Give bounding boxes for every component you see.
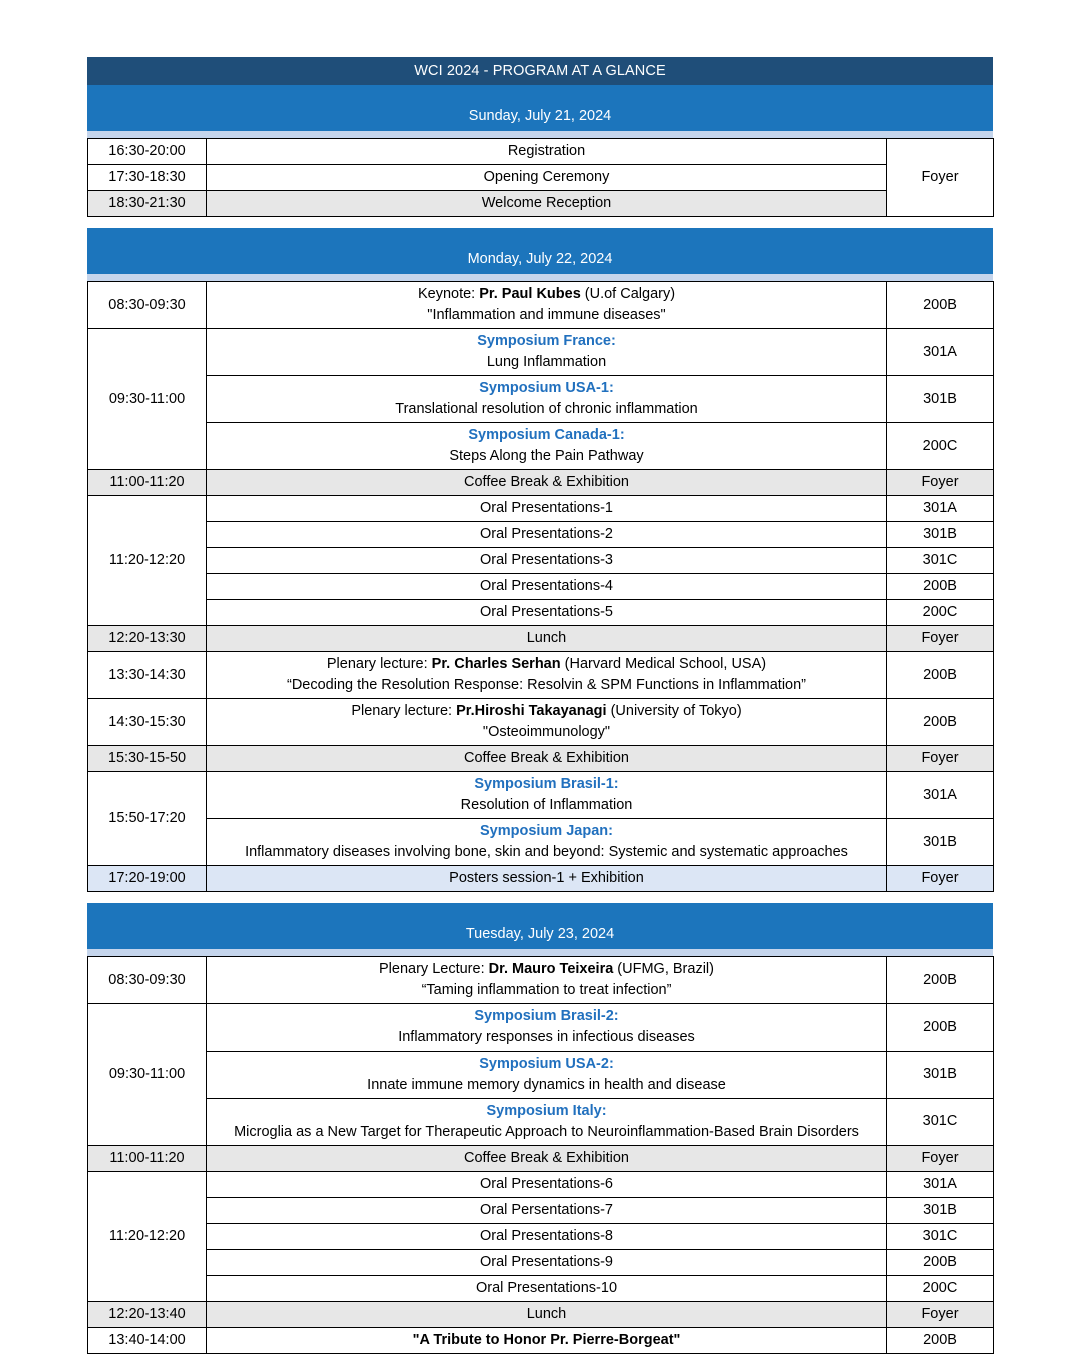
room-cell: 200B [887,574,994,600]
day-header-underline [87,131,993,138]
table-row [88,957,994,1004]
table-row [88,699,994,746]
table-row [88,1275,994,1301]
event-text: Oral Presentations-8 [480,1227,613,1244]
event-cell [207,600,887,626]
day-header-2 [87,228,993,274]
table-row [88,1145,994,1171]
event-text: Oral Presentations-6 [480,1175,613,1192]
event-cell [207,1249,887,1275]
event-text: Coffee Break & Exhibition [464,1149,629,1166]
time-cell: 15:50-17:20 [88,772,207,866]
time-cell: 09:30-11:00 [88,1004,207,1145]
event-cell [207,574,887,600]
event-text: "A Tribute to Honor Pr. Pierre-Borgeat" [412,1331,681,1348]
event-text: Oral Presentations-4 [480,578,613,595]
time-cell: 08:30-09:30 [88,282,207,329]
event-line [211,821,882,842]
time-cell: 08:30-09:30 [88,957,207,1004]
time-cell: 13:40-14:00 [88,1327,207,1353]
event-subtitle: Inflammatory diseases involving bone, skin and beyond: Systemic and systematic approaches [245,844,848,861]
event-subtitle: Microglia as a New Target for Therapeutic Approach to Neuroinflammation-Based Brain Disorders [234,1123,859,1140]
event-cell [207,746,887,772]
event-line [211,1054,882,1075]
event-text: Oral Presentations-9 [480,1253,613,1270]
event-subtitle: Innate immune memory dynamics in health and disease [367,1076,726,1093]
event-cell [207,423,887,470]
table-row [88,652,994,699]
schedule-table-2 [87,281,994,892]
symposium-title: Symposium France: [477,333,616,350]
event-cell [207,1223,887,1249]
event-cell [207,139,887,165]
event-cell [207,1171,887,1197]
room-cell: 301B [887,819,994,866]
room-cell: 301A [887,329,994,376]
speaker-name: Pr. Paul Kubes [479,286,581,303]
symposium-title: Symposium Japan: [480,823,613,840]
event-line [211,701,882,722]
event-line [211,399,882,420]
speaker-affiliation: (U.of Calgary) [580,286,676,303]
room-cell: Foyer [887,746,994,772]
event-cell [207,1051,887,1098]
table-row [88,522,994,548]
table-row [88,1249,994,1275]
speaker-name: Pr. Charles Serhan [431,656,561,673]
lecture-prefix: Plenary Lecture: [379,961,489,978]
event-text: Welcome Reception [481,195,612,212]
event-cell [207,957,887,1004]
event-line [211,425,882,446]
table-row [88,1004,994,1051]
day-header-3 [87,903,993,949]
event-cell [207,772,887,819]
event-line [211,654,882,675]
time-cell: 15:30-15-50 [88,746,207,772]
event-line [211,959,882,980]
room-cell: 301B [887,522,994,548]
table-row [88,574,994,600]
table-row [88,866,994,892]
day-header-label: Sunday, July 21, 2024 [468,108,612,124]
time-cell: 18:30-21:30 [88,191,207,217]
event-line [211,795,882,816]
time-cell: 17:30-18:30 [88,165,207,191]
room-cell: 301C [887,548,994,574]
event-line [211,1006,882,1027]
event-subtitle: Steps Along the Pain Pathway [449,448,644,465]
room-cell: 301A [887,496,994,522]
event-cell [207,496,887,522]
table-row [88,1301,994,1327]
table-row [88,282,994,329]
event-subtitle: Lung Inflammation [486,354,607,371]
table-row [88,819,994,866]
room-cell: 200B [887,1249,994,1275]
event-line [211,305,882,326]
event-line [211,446,882,467]
room-cell: 301B [887,1197,994,1223]
event-cell [207,282,887,329]
schedule-table-1 [87,138,994,217]
table-row [88,772,994,819]
table-row [88,376,994,423]
time-cell: 14:30-15:30 [88,699,207,746]
event-line [211,675,882,696]
event-text: Posters session-1 + Exhibition [449,870,644,887]
time-cell: 11:20-12:20 [88,496,207,626]
event-cell [207,626,887,652]
event-line [211,331,882,352]
room-cell: Foyer [887,866,994,892]
room-cell: 200B [887,1004,994,1051]
day-spacer [87,892,993,903]
event-line [211,352,882,373]
time-cell: 12:20-13:40 [88,1301,207,1327]
table-row [88,1098,994,1145]
program-sheet [87,57,993,1354]
table-row [88,496,994,522]
table-row [88,191,994,217]
event-text: Oral Presentations-5 [480,604,613,621]
event-line [211,722,882,743]
room-cell: Foyer [887,470,994,496]
event-subtitle: "Inflammation and immune diseases" [427,307,666,324]
room-cell: 200B [887,957,994,1004]
table-row [88,1051,994,1098]
event-line [211,1101,882,1122]
event-cell [207,1098,887,1145]
room-cell: Foyer [887,626,994,652]
event-text: Registration [507,143,586,159]
event-line [211,1122,882,1143]
room-cell: 200C [887,600,994,626]
event-cell [207,1275,887,1301]
symposium-title: Symposium USA-2: [479,1055,614,1072]
speaker-affiliation: (University of Tokyo) [606,703,742,720]
event-line [211,842,882,863]
time-cell: 11:00-11:20 [88,1145,207,1171]
event-cell [207,522,887,548]
table-row [88,1171,994,1197]
event-line [211,378,882,399]
table-row [88,423,994,470]
time-cell: 16:30-20:00 [88,139,207,165]
table-row [88,1327,994,1353]
table-row [88,626,994,652]
time-cell: 17:20-19:00 [88,866,207,892]
event-cell [207,191,887,217]
event-text: Opening Ceremony [483,169,610,186]
event-text: Coffee Break & Exhibition [464,750,629,767]
speaker-name: Pr.Hiroshi Takayanagi [456,703,607,720]
table-row [88,548,994,574]
event-line [211,980,882,1001]
room-cell: 200B [887,652,994,699]
speaker-name: Dr. Mauro Teixeira [488,961,614,978]
event-cell [207,1197,887,1223]
table-row [88,1223,994,1249]
symposium-title: Symposium Brasil-2: [474,1008,619,1025]
event-line [211,1027,882,1048]
lecture-prefix: Plenary lecture: [351,703,457,720]
event-cell [207,652,887,699]
time-cell: 09:30-11:00 [88,329,207,470]
room-cell: 200B [887,1327,994,1353]
event-text: Oral Presentations-2 [480,526,613,543]
event-text: Lunch [526,630,567,647]
table-row [88,600,994,626]
event-cell [207,1004,887,1051]
event-cell [207,329,887,376]
program-body [87,85,993,1354]
symposium-title: Symposium Italy: [486,1102,607,1119]
time-cell: 11:20-12:20 [88,1171,207,1301]
event-subtitle: Inflammatory responses in infectious diseases [398,1029,695,1046]
event-text: Coffee Break & Exhibition [464,474,629,491]
event-text: Oral Persentations-7 [480,1201,613,1218]
event-cell [207,470,887,496]
room-cell: 301A [887,772,994,819]
event-text: Oral Presentations-10 [475,1279,618,1296]
event-cell [207,819,887,866]
room-cell: 301B [887,376,994,423]
table-row [88,329,994,376]
room-cell: 301A [887,1171,994,1197]
event-cell [207,165,887,191]
room-cell: 200B [887,282,994,329]
time-cell: 12:20-13:30 [88,626,207,652]
room-cell: 200C [887,1275,994,1301]
event-subtitle: Translational resolution of chronic inflammation [395,401,698,418]
room-cell: 200B [887,699,994,746]
day-header-underline [87,949,993,956]
event-line [211,774,882,795]
event-subtitle: “Decoding the Resolution Response: Resolvin & SPM Functions in Inflammation” [286,677,807,694]
event-subtitle: “Taming inflammation to treat infection” [421,982,672,999]
schedule-table-3 [87,956,994,1353]
program-title-bar: WCI 2024 - PROGRAM AT A GLANCE [87,57,993,85]
event-cell [207,1327,887,1353]
day-header-1 [87,85,993,131]
room-cell: Foyer [887,1145,994,1171]
event-cell [207,1145,887,1171]
room-cell: 301C [887,1098,994,1145]
table-row [88,746,994,772]
event-cell [207,866,887,892]
speaker-affiliation: (UFMG, Brazil) [613,961,714,978]
event-cell [207,548,887,574]
speaker-affiliation: (Harvard Medical School, USA) [560,656,767,673]
room-cell: Foyer [887,1301,994,1327]
room-cell: 301B [887,1051,994,1098]
day-header-underline [87,274,993,281]
day-header-label: Monday, July 22, 2024 [467,251,613,268]
event-subtitle: Resolution of Inflammation [460,797,633,814]
table-row [88,1197,994,1223]
event-text: Lunch [526,1305,567,1322]
room-cell: 200C [887,423,994,470]
room-cell: 301C [887,1223,994,1249]
day-header-label: Tuesday, July 23, 2024 [465,926,615,943]
event-cell [207,376,887,423]
event-subtitle: "Osteoimmunology" [482,724,611,741]
table-row [88,165,994,191]
event-cell [207,1301,887,1327]
lecture-prefix: Plenary lecture: [326,656,432,673]
symposium-title: Symposium Brasil-1: [474,776,619,793]
event-line [211,1075,882,1096]
day-spacer [87,217,993,228]
time-cell: 13:30-14:30 [88,652,207,699]
event-text: Oral Presentations-1 [480,500,613,517]
symposium-title: Symposium USA-1: [479,380,614,397]
table-row [88,139,994,165]
event-line [211,284,882,305]
lecture-prefix: Keynote: [417,286,480,303]
table-row [88,470,994,496]
event-cell [207,699,887,746]
room-cell: Foyer [887,139,994,217]
event-text: Oral Presentations-3 [480,552,613,569]
time-cell: 11:00-11:20 [88,470,207,496]
symposium-title: Symposium Canada-1: [468,427,625,444]
